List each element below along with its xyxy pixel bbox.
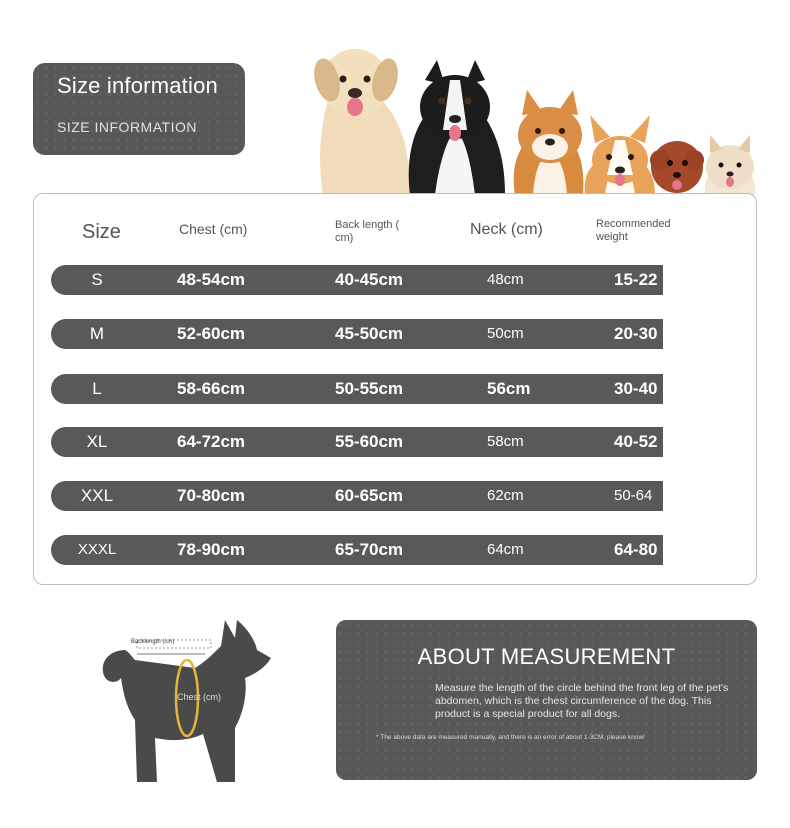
- cell-size: XL: [86, 432, 108, 451]
- header-size: Size: [82, 221, 121, 243]
- cell-back-length: 45-50cm: [335, 324, 404, 343]
- about-body-text: Measure the length of the circle behind the front leg of the pet's abdomen, which is the chest circumference of the dog. This product is a special product for all dogs.: [435, 682, 729, 720]
- header-back-length: Back length ( cm): [335, 219, 400, 244]
- cell-neck: 48cm: [487, 271, 524, 288]
- cell-back-length: 60-65cm: [335, 486, 404, 505]
- cell-chest: 48-54cm: [177, 270, 246, 289]
- corgi-image: [585, 115, 655, 195]
- page-title: Size information: [57, 73, 218, 98]
- dogs-photo: [305, 35, 765, 195]
- table-row: [51, 535, 663, 565]
- labrador-image: [310, 49, 415, 195]
- table-row: [51, 374, 663, 404]
- table-row: [51, 481, 663, 511]
- table-row: [51, 427, 663, 457]
- cell-size: L: [92, 379, 102, 398]
- cell-weight: 30-40: [614, 379, 658, 398]
- size-table: [33, 193, 757, 585]
- cell-size: XXXL: [77, 541, 117, 558]
- poodle-image: [650, 141, 704, 193]
- dog-silhouette-icon: [95, 610, 280, 790]
- header-chest: Chest (cm): [179, 221, 248, 237]
- cell-weight: 20-30: [614, 324, 658, 343]
- cell-neck: 50cm: [487, 325, 524, 342]
- cell-back-length: 40-45cm: [335, 270, 404, 289]
- page-subtitle: SIZE INFORMATION: [57, 119, 197, 135]
- cell-back-length: 55-60cm: [335, 432, 404, 451]
- cell-neck: 62cm: [487, 487, 524, 504]
- cell-weight: 50-64: [614, 487, 653, 504]
- border-collie-image: [409, 60, 505, 195]
- pomeranian-image: [705, 135, 755, 195]
- cell-chest: 78-90cm: [177, 540, 246, 559]
- back-length-label: Backlength (cm): [131, 639, 175, 645]
- about-title: ABOUT MEASUREMENT: [417, 644, 676, 669]
- cell-neck: 58cm: [487, 433, 524, 450]
- table-row: [51, 265, 663, 295]
- cell-weight: 40-52: [614, 432, 658, 451]
- cell-neck: 64cm: [487, 541, 524, 558]
- cell-neck: 56cm: [487, 379, 531, 398]
- about-note: * The above data are measured manually, and there is an error of about 1-3CM, please know!: [376, 734, 645, 741]
- title-badge: [33, 63, 245, 155]
- cell-chest: 64-72cm: [177, 432, 246, 451]
- header-neck: Neck (cm): [470, 221, 543, 238]
- cell-size: M: [89, 324, 105, 343]
- cell-chest: 70-80cm: [177, 486, 246, 505]
- table-row: [51, 319, 663, 349]
- cell-size: S: [91, 270, 103, 289]
- cell-back-length: 65-70cm: [335, 540, 404, 559]
- shiba-image: [514, 90, 584, 195]
- about-measurement-card: [336, 620, 757, 780]
- cell-chest: 58-66cm: [177, 379, 246, 398]
- cell-weight: 15-22: [614, 270, 658, 289]
- cell-back-length: 50-55cm: [335, 379, 404, 398]
- cell-size: XXL: [80, 486, 114, 505]
- cell-chest: 52-60cm: [177, 324, 246, 343]
- header-weight: Recommended weight: [596, 218, 671, 243]
- chest-label: Chest (cm): [177, 692, 222, 702]
- cell-weight: 64-80: [614, 540, 658, 559]
